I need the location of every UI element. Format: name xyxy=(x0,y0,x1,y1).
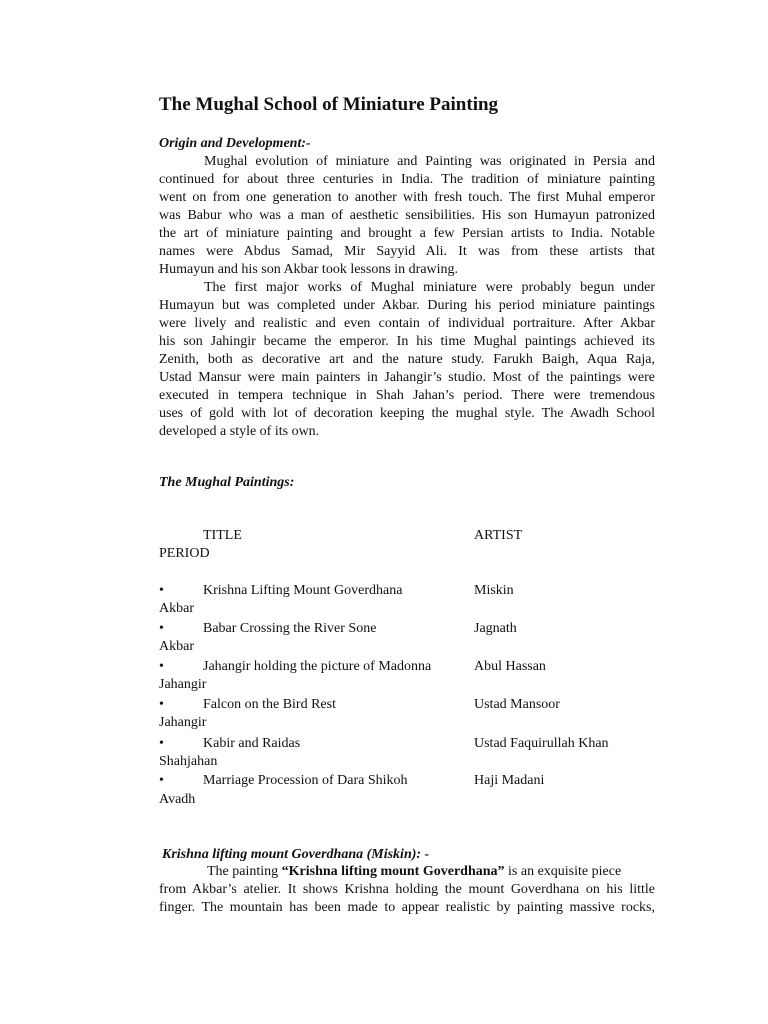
painting-period: Jahangir xyxy=(159,715,207,730)
painting-artist: Haji Madani xyxy=(474,773,545,788)
paintings-heading: The Mughal Paintings: xyxy=(159,475,295,490)
paragraph-line: Humayun and his son Akbar took lessons in drawing. xyxy=(159,262,459,277)
paragraph-rest: is an exquisite piece xyxy=(504,864,622,879)
bullet-icon: • xyxy=(159,621,164,636)
paragraph-line: finger. The mountain has been made to appear realistic by painting massive rocks, xyxy=(159,900,655,915)
paragraph-line: was Babur who was a man of aesthetic sensibilities. His son Humayun patronized xyxy=(159,208,655,223)
paragraph-intro: The painting xyxy=(207,864,282,879)
origin-heading: Origin and Development:- xyxy=(159,136,311,151)
bullet-icon: • xyxy=(159,697,164,712)
column-header-title: TITLE xyxy=(203,528,242,543)
painting-period: Shahjahan xyxy=(159,754,218,769)
paragraph-line: the art of miniature painting and brought a few Persian artists to India. Notable xyxy=(159,226,655,241)
painting-artist: Ustad Faquirullah Khan xyxy=(474,736,609,751)
paragraph-line: Mughal evolution of miniature and Painting was originated in Persia and xyxy=(204,154,655,169)
bullet-icon: • xyxy=(159,736,164,751)
paragraph-line: Ustad Mansur were main painters in Jahangir’s studio. Most of the paintings were xyxy=(159,370,655,385)
painting-period: Avadh xyxy=(159,792,196,807)
column-header-artist: ARTIST xyxy=(474,528,523,543)
bullet-icon: • xyxy=(159,583,164,598)
paragraph-line xyxy=(159,863,655,881)
bullet-icon: • xyxy=(159,773,164,788)
painting-artist: Miskin xyxy=(474,583,514,598)
paragraph-line: Humayun but was completed under Akbar. During his period miniature paintings xyxy=(159,298,655,313)
paragraph-line: The first major works of Mughal miniature were probably begun under xyxy=(204,280,655,295)
paragraph-line: were lively and realistic and even contain of individual portraiture. After Akbar xyxy=(159,316,655,331)
paragraph-line: uses of gold with lot of decoration keeping the mughal style. The Awadh School xyxy=(159,406,655,421)
page-title: The Mughal School of Miniature Painting xyxy=(159,94,499,115)
bullet-icon: • xyxy=(159,659,164,674)
paragraph-line: names were Abdus Samad, Mir Sayyid Ali. It was from these artists that xyxy=(159,244,655,259)
painting-artist: Ustad Mansoor xyxy=(474,697,560,712)
painting-title: Babar Crossing the River Sone xyxy=(203,621,377,636)
painting-period: Akbar xyxy=(159,639,194,654)
painting-title: Marriage Procession of Dara Shikoh xyxy=(203,773,408,788)
painting-title: Falcon on the Bird Rest xyxy=(203,697,336,712)
painting-quote: “Krishna lifting mount Goverdhana” xyxy=(281,864,505,879)
paragraph-line: executed in tempera technique in Shah Jahan’s period. There were tremendous xyxy=(159,388,655,403)
paragraph-line: continued for about three centuries in India. The tradition of miniature painting xyxy=(159,172,655,187)
paragraph-line: Zenith, both as decorative art and the nature study. Farukh Baigh, Aqua Raja, xyxy=(159,352,655,367)
paragraph-line: his son Jahingir became the emperor. In his time Mughal paintings achieved its xyxy=(159,334,655,349)
painting-period: Akbar xyxy=(159,601,194,616)
painting-title: Kabir and Raidas xyxy=(203,736,301,751)
column-header-period: PERIOD xyxy=(159,546,210,561)
paragraph-line: from Akbar’s atelier. It shows Krishna holding the mount Goverdhana on his little xyxy=(159,882,655,897)
paragraph-line: went on from one generation to another with fresh touch. The first Muhal emperor xyxy=(159,190,655,205)
krishna-heading: Krishna lifting mount Goverdhana (Miskin): - xyxy=(162,847,430,862)
painting-title: Krishna Lifting Mount Goverdhana xyxy=(203,583,403,598)
painting-artist: Abul Hassan xyxy=(474,659,546,674)
paragraph-line: developed a style of its own. xyxy=(159,424,320,439)
painting-artist: Jagnath xyxy=(474,621,517,636)
painting-title: Jahangir holding the picture of Madonna xyxy=(203,659,432,674)
painting-period: Jahangir xyxy=(159,677,207,692)
